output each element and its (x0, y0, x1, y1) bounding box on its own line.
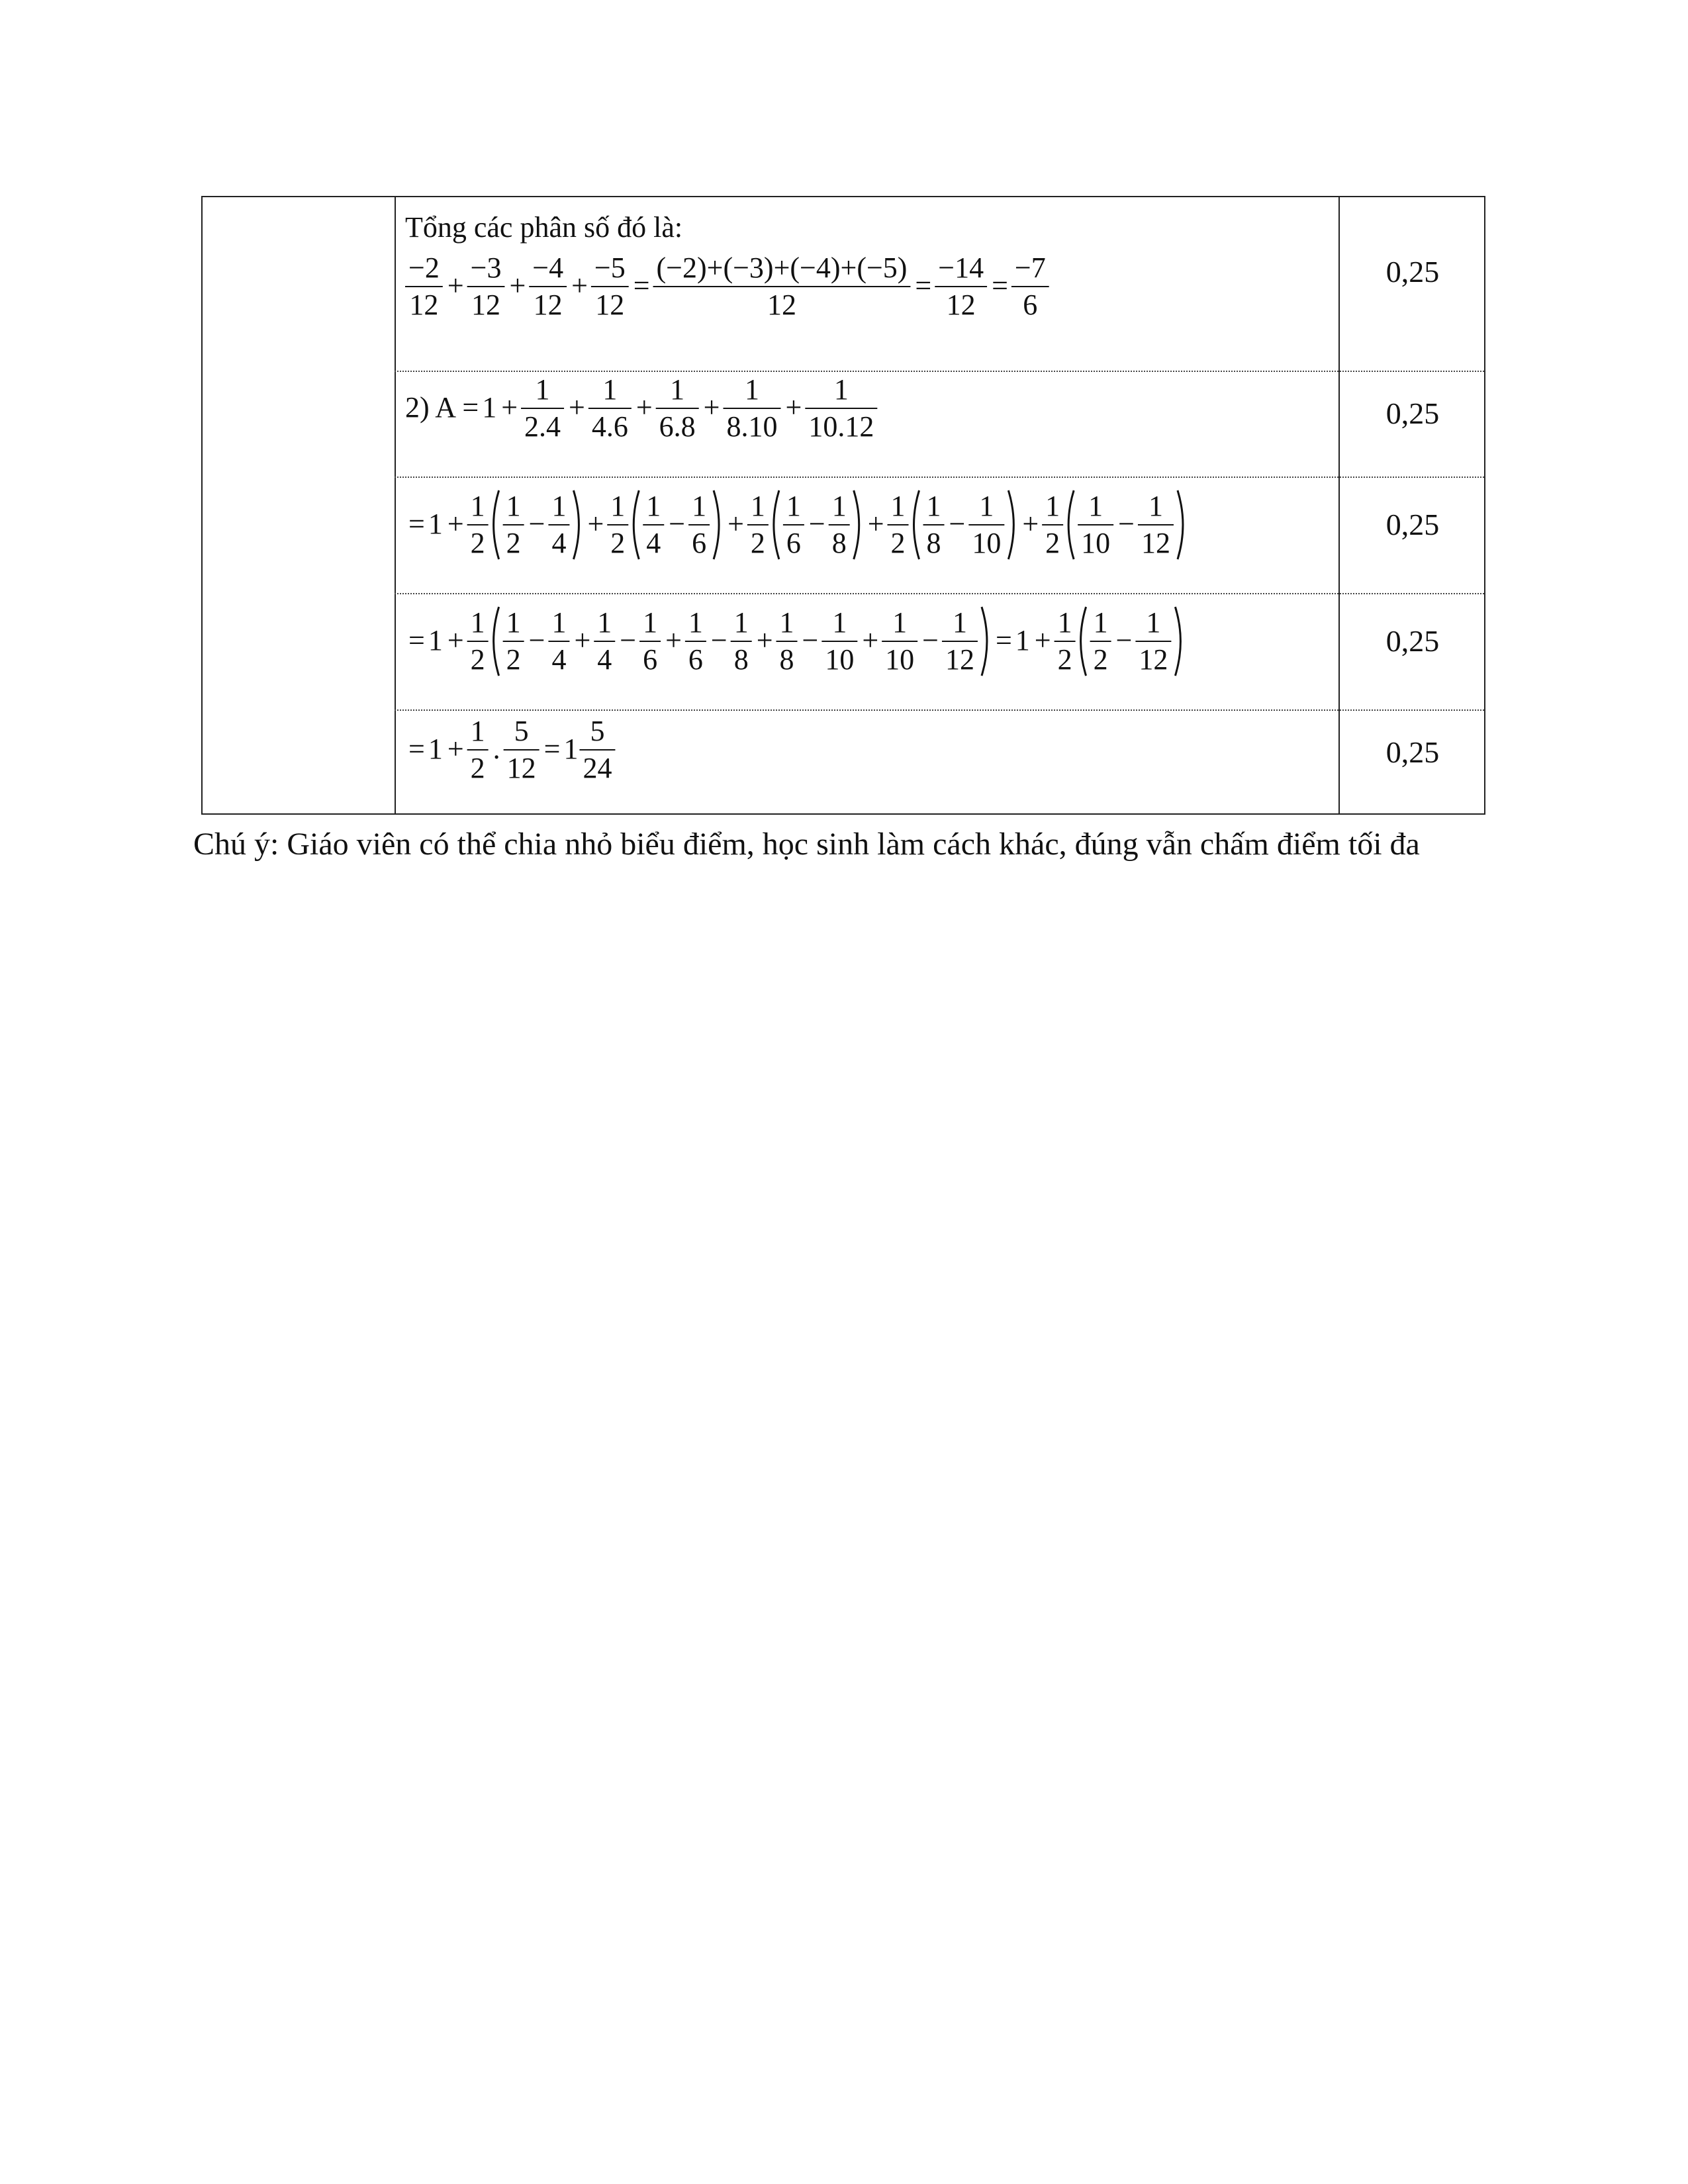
row-4-cell (396, 594, 1338, 709)
fraction-numerator: 1 (779, 606, 794, 639)
fraction-numerator: 1 (610, 490, 626, 522)
math-operator: + (635, 391, 653, 424)
close-parenthesis (573, 490, 579, 559)
math-operator: + (727, 508, 744, 540)
fraction-numerator: 1 (470, 715, 485, 747)
math-operator: − (1118, 508, 1135, 540)
fraction-numerator: 1 (551, 606, 567, 639)
fraction-denominator: 2 (506, 643, 521, 676)
math-text: 1 (428, 733, 443, 765)
math-text: 1 (1015, 624, 1030, 657)
open-parenthesis (1081, 607, 1086, 676)
fraction-numerator: 1 (952, 606, 967, 639)
fraction-denominator: 2 (610, 527, 626, 559)
math-text: 1 (428, 624, 443, 657)
row-5-math (396, 711, 1338, 813)
math-operator: + (509, 269, 526, 302)
math-operator: − (528, 508, 545, 540)
fraction-denominator: 6 (692, 527, 707, 559)
math-operator: − (620, 624, 637, 657)
fraction-denominator: 8 (733, 643, 749, 676)
fraction-numerator: 1 (926, 490, 941, 522)
fraction-denominator: 6 (786, 527, 801, 559)
open-parenthesis (914, 490, 919, 559)
math-operator: + (569, 391, 585, 424)
math-operator: + (785, 391, 802, 424)
fraction-denominator: 12 (595, 289, 625, 321)
fraction-numerator: 1 (688, 606, 703, 639)
row-3-math (396, 478, 1338, 593)
math-operator: = (408, 624, 425, 657)
fraction-denominator: 8 (926, 527, 941, 559)
math-operator: + (867, 508, 884, 540)
math-operator: = (992, 269, 1008, 302)
close-parenthesis (982, 607, 987, 676)
fraction-denominator: 4 (551, 527, 567, 559)
row-1-cell (396, 197, 1338, 371)
fraction-numerator: 1 (890, 490, 906, 522)
math-operator: = (633, 269, 650, 302)
math-operator: + (447, 269, 464, 302)
close-parenthesis (1178, 490, 1183, 559)
fraction-numerator: −14 (938, 251, 984, 284)
fraction-denominator: 2 (1093, 643, 1108, 676)
open-parenthesis (494, 490, 499, 559)
math-operator: + (447, 508, 464, 540)
fraction-numerator: (−2)+(−3)+(−4)+(−5) (656, 251, 908, 284)
fraction-numerator: 1 (692, 490, 707, 522)
open-parenthesis (633, 490, 639, 559)
fraction-numerator: −7 (1014, 251, 1046, 284)
fraction-denominator: 8 (779, 643, 794, 676)
row-4-score: 0,25 (1385, 624, 1440, 658)
fraction-numerator: 1 (506, 606, 521, 639)
fraction-numerator: 1 (733, 606, 749, 639)
row-3-cell (396, 478, 1338, 593)
fraction-denominator: 4 (646, 527, 661, 559)
fraction-numerator: 1 (1146, 606, 1161, 639)
math-operator: − (669, 508, 686, 540)
fraction-denominator: 12 (1139, 643, 1168, 676)
fraction-denominator: 6.8 (659, 410, 696, 443)
math-operator: − (528, 624, 545, 657)
close-parenthesis (854, 490, 859, 559)
fraction-denominator: 10 (1081, 527, 1111, 559)
row-2-math (396, 372, 1338, 477)
math-operator: − (808, 508, 825, 540)
fraction-numerator: −3 (470, 251, 502, 284)
fraction-denominator: 8 (831, 527, 847, 559)
math-operator: + (574, 624, 591, 657)
math-operator: = (543, 733, 561, 765)
fraction-denominator: 4 (597, 643, 612, 676)
fraction-denominator: 2 (506, 527, 521, 559)
fraction-denominator: 2 (470, 752, 485, 784)
fraction-denominator: 12 (506, 752, 536, 784)
fraction-numerator: 1 (892, 606, 908, 639)
math-operator: + (447, 733, 464, 765)
fraction-denominator: 2 (750, 527, 765, 559)
math-operator: . (492, 733, 500, 765)
close-parenthesis (1175, 607, 1180, 676)
fraction-numerator: 1 (1088, 490, 1103, 522)
fraction-denominator: 12 (533, 289, 563, 321)
math-operator: + (862, 624, 879, 657)
math-operator: + (1034, 624, 1051, 657)
math-operator: + (447, 624, 464, 657)
fraction-numerator: 1 (1045, 490, 1060, 522)
math-operator: − (922, 624, 939, 657)
fraction-denominator: 10 (972, 527, 1002, 559)
fraction-numerator: 1 (646, 490, 661, 522)
fraction-numerator: 1 (597, 606, 612, 639)
math-operator: + (756, 624, 773, 657)
fraction-denominator: 2.4 (524, 410, 561, 443)
fraction-numerator: 1 (643, 606, 658, 639)
fraction-denominator: 12 (946, 289, 976, 321)
fraction-numerator: 1 (506, 490, 521, 522)
open-parenthesis (494, 607, 499, 676)
fraction-numerator: 1 (831, 490, 847, 522)
fraction-numerator: 1 (750, 490, 765, 522)
fraction-numerator: 5 (514, 715, 529, 747)
row-5-score: 0,25 (1385, 735, 1440, 769)
math-operator: + (703, 391, 720, 424)
math-operator: + (665, 624, 682, 657)
math-operator: − (802, 624, 819, 657)
fraction-denominator: 2 (470, 527, 485, 559)
fraction-denominator: 2 (1045, 527, 1060, 559)
fraction-numerator: −2 (408, 251, 440, 284)
fraction-numerator: 1 (470, 490, 485, 522)
fraction-numerator: 1 (979, 490, 994, 522)
row-1-math (396, 197, 1338, 371)
math-operator: − (949, 508, 966, 540)
fraction-denominator: 12 (409, 289, 439, 321)
math-operator: = (408, 508, 425, 540)
scoring-table (201, 196, 1485, 815)
row-2-cell (396, 372, 1338, 477)
fraction-numerator: 5 (590, 715, 605, 747)
math-text: 2) A (405, 391, 456, 424)
fraction-numerator: 1 (551, 490, 567, 522)
fraction-denominator: 6 (688, 643, 703, 676)
math-operator: + (1022, 508, 1039, 540)
fraction-denominator: 8.10 (726, 410, 778, 443)
fraction-numerator: 1 (535, 373, 550, 406)
close-parenthesis (1008, 490, 1013, 559)
row-2-score: 0,25 (1385, 396, 1440, 430)
math-operator: + (587, 508, 604, 540)
column-divider-right (1338, 197, 1340, 813)
fraction-numerator: 1 (1057, 606, 1072, 639)
math-operator: = (915, 269, 932, 302)
math-text: 1 (563, 733, 579, 765)
math-operator: = (408, 733, 425, 765)
fraction-numerator: 1 (833, 373, 849, 406)
math-operator: − (710, 624, 727, 657)
fraction-denominator: 6 (643, 643, 658, 676)
fraction-numerator: 1 (470, 606, 485, 639)
fraction-numerator: −4 (532, 251, 564, 284)
math-operator: = (462, 391, 479, 424)
close-parenthesis (714, 490, 719, 559)
fraction-denominator: 10 (825, 643, 855, 676)
fraction-denominator: 2 (890, 527, 906, 559)
row-5-cell (396, 711, 1338, 813)
fraction-denominator: 12 (945, 643, 974, 676)
fraction-numerator: 1 (602, 373, 618, 406)
fraction-numerator: 1 (670, 373, 685, 406)
math-operator: = (995, 624, 1012, 657)
row-3-score: 0,25 (1385, 508, 1440, 541)
math-text: 1 (482, 391, 497, 424)
fraction-numerator: 1 (1093, 606, 1108, 639)
math-text: 1 (428, 508, 443, 540)
fraction-numerator: 1 (745, 373, 759, 406)
math-operator: + (501, 391, 518, 424)
math-operator: − (1115, 624, 1133, 657)
fraction-numerator: −5 (594, 251, 626, 284)
row-intro-text: Tổng các phân số đó là: (405, 211, 683, 244)
fraction-denominator: 2 (470, 643, 485, 676)
fraction-denominator: 12 (471, 289, 501, 321)
grading-note: Chú ý: Giáo viên có thể chia nhỏ biểu điểm, học sinh làm cách khác, đúng vẫn chấm điểm tối đa (193, 827, 1420, 862)
fraction-denominator: 2 (1057, 643, 1072, 676)
open-parenthesis (1068, 490, 1074, 559)
fraction-denominator: 12 (1141, 527, 1170, 559)
fraction-numerator: 1 (1148, 490, 1163, 522)
fraction-numerator: 1 (832, 606, 847, 639)
fraction-denominator: 10.12 (808, 410, 874, 443)
fraction-denominator: 24 (583, 752, 612, 784)
row-4-math (396, 594, 1338, 709)
fraction-denominator: 4 (551, 643, 567, 676)
row-1-score: 0,25 (1385, 255, 1440, 289)
fraction-numerator: 1 (786, 490, 801, 522)
fraction-denominator: 4.6 (591, 410, 628, 443)
open-parenthesis (774, 490, 779, 559)
fraction-denominator: 12 (767, 289, 796, 321)
fraction-denominator: 6 (1023, 289, 1038, 321)
math-operator: + (571, 269, 588, 302)
fraction-denominator: 10 (885, 643, 915, 676)
